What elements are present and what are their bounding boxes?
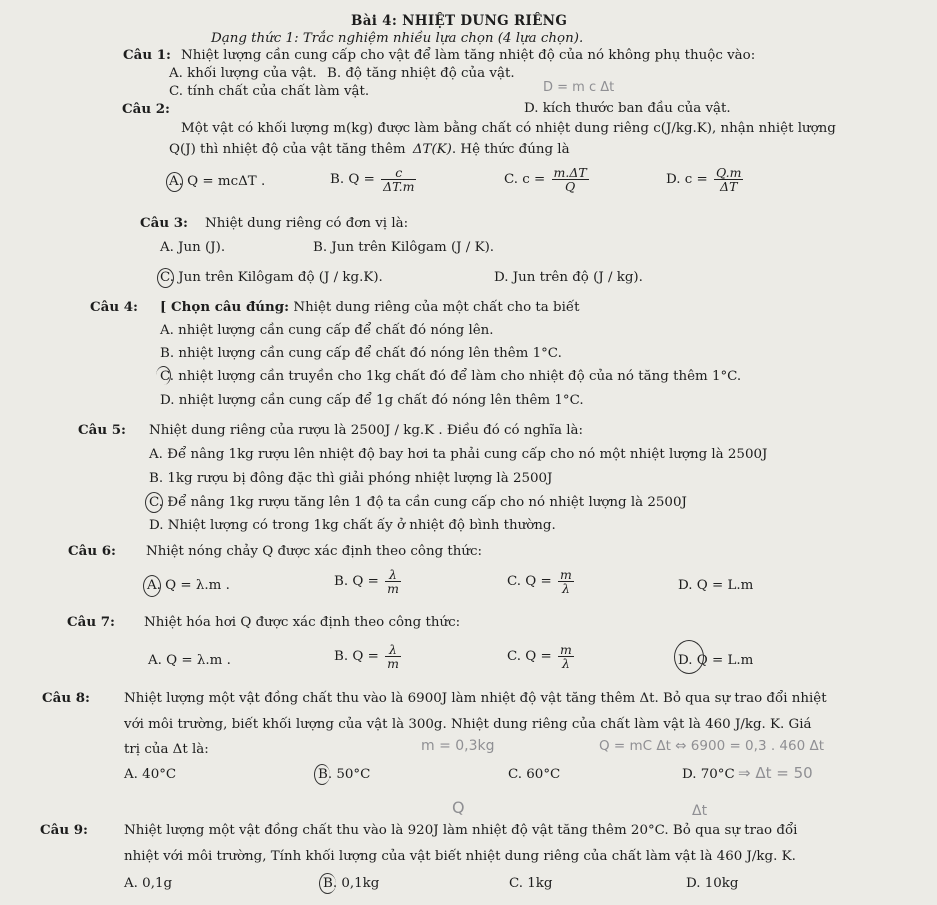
q7-label: Câu 7: [67, 614, 115, 630]
q9-label: Câu 9: [40, 822, 88, 838]
q6-label: Câu 6: [68, 543, 116, 559]
q5-text: Nhiệt dung riêng của rượu là 2500J / kg.K . Điều đó có nghĩa là: [149, 423, 583, 438]
q8-label: Câu 8: [42, 690, 90, 706]
q8-handwritten-mass: m = 0,3kg [421, 738, 495, 754]
q9-handwritten-dt: Δt [692, 803, 708, 819]
q7-option-a: A. Q = λ.m . [148, 653, 231, 668]
q8-handwritten-result: ⇒ Δt = 50 [738, 764, 813, 782]
q1-text: Nhiệt lượng cần cung cấp cho vật để làm tăng nhiệt độ của nó không phụ thuộc vào: [181, 48, 756, 63]
q7-text: Nhiệt hóa hơi Q được xác định theo công thức: [144, 615, 461, 630]
q6-option-c: C. Q = $\frac{m}{\lambda}$ [507, 567, 572, 596]
q1-option-c: C. tính chất của chất làm vật. [169, 84, 370, 99]
q2-option-c: C. c = $\frac{m.\Delta T}{Q}$ [504, 165, 587, 194]
q9-line2: nhiệt với môi trường, Tính khối lượng của vật biết nhiệt dung riêng của chất làm vật là 460 J/kg. K. [124, 849, 796, 864]
answer-mark-q9 [319, 873, 336, 894]
q5-option-b: B. 1kg rượu bị đông đặc thì giải phóng nhiệt lượng là 2500J [149, 471, 553, 486]
q6-option-d: D. Q = L.m [678, 578, 754, 593]
section-subtitle: Dạng thức 1: Trắc nghiệm nhiều lựa chọn (4 lựa chọn). [211, 31, 584, 46]
answer-circle-q6 [143, 575, 161, 597]
q7-option-d: D. Q = L.m [678, 653, 754, 668]
q8-line1: Nhiệt lượng một vật đồng chất thu vào là 6900J làm nhiệt độ vật tăng thêm Δt. Bỏ qua sự trao đổi nhiệt [124, 691, 827, 706]
q6-option-a: A. Q = λ.m . [147, 578, 230, 593]
q6-option-b: B. Q = $\frac{\lambda}{m}$ [334, 567, 399, 596]
answer-mark-q4 [156, 366, 171, 385]
q8-option-c: C. 60°C [508, 767, 561, 782]
q3-label: Câu 3: [140, 215, 188, 231]
q8-option-a: A. 40°C [124, 767, 177, 782]
q9-option-c: C. 1kg [509, 876, 553, 891]
q9-option-a: A. 0,1g [124, 876, 173, 891]
answer-circle-q5 [145, 492, 163, 513]
q1-label: Câu 1: [123, 47, 171, 63]
q4-stem: [ Chọn câu đúng: Nhiệt dung riêng của một chất cho ta biết [160, 299, 580, 315]
answer-circle-q7 [674, 640, 704, 674]
q5-option-c: C. Để nâng 1kg rượu tăng lên 1 độ ta cần cung cấp cho nó nhiệt lượng là 2500J [149, 495, 687, 510]
q3-option-a: A. Jun (J). [160, 240, 226, 255]
q6-text: Nhiệt nóng chảy Q được xác định theo công thức: [146, 544, 483, 559]
q2-line1: Một vật có khối lượng m(kg) được làm bằng chất có nhiệt dung riêng c(J/kg.K), nhận nhiệt lượng [181, 121, 836, 136]
q5-label: Câu 5: [78, 422, 126, 438]
answer-mark-q8 [314, 764, 330, 785]
q8-line3: trị của Δt là: [124, 742, 209, 757]
q4-option-d: D. nhiệt lượng cần cung cấp để 1g chất đó nóng lên thêm 1°C. [160, 393, 584, 408]
q5-option-d: D. Nhiệt lượng có trong 1kg chất ấy ở nhiệt độ bình thường. [149, 518, 556, 533]
q8-line2: với môi trường, biết khối lượng của vật là 300g. Nhiệt dung riêng của chất làm vật là 460 J/kg. K. Giá [124, 717, 812, 732]
q1-option-d: D. kích thước ban đầu của vật. [524, 101, 731, 116]
q4-label: Câu 4: [90, 299, 138, 315]
q2-option-a: A. Q = mcΔT . [169, 174, 266, 189]
answer-circle-q3 [157, 268, 174, 288]
q1-option-a: A. khối lượng của vật. [169, 66, 317, 81]
q8-option-d: D. 70°C [682, 767, 735, 782]
q4-option-a: A. nhiệt lượng cần cung cấp để chất đó nóng lên. [160, 323, 494, 338]
q3-option-c: C. Jun trên Kilôgam độ (J / kg.K). [160, 270, 383, 285]
q5-option-a: A. Để nâng 1kg rượu lên nhiệt độ bay hơi ta phải cung cấp cho nó một nhiệt lượng là 2500J [149, 447, 768, 462]
q4-option-b: B. nhiệt lượng cần cung cấp để chất đó nóng lên thêm 1°C. [160, 346, 562, 361]
q8-option-b: B. 50°C [318, 767, 371, 782]
q9-option-b: B. 0,1kg [323, 876, 380, 891]
q3-text: Nhiệt dung riêng có đơn vị là: [205, 216, 409, 231]
q9-handwritten-q: Q [452, 798, 465, 817]
q7-option-b: B. Q = $\frac{\lambda}{m}$ [334, 642, 399, 671]
q1-handwritten-note: D = m c Δt [543, 80, 615, 95]
answer-circle-q2 [166, 172, 183, 192]
q3-option-d: D. Jun trên độ (J / kg). [494, 270, 643, 285]
q4-option-c: C. nhiệt lượng cần truyền cho 1kg chất đó để làm cho nhiệt độ của nó tăng thêm 1°C. [160, 369, 742, 384]
q3-option-b: B. Jun trên Kilôgam (J / K). [313, 240, 495, 255]
q2-option-d: D. c = $\frac{Q.m}{\Delta T}$ [666, 165, 742, 194]
q9-option-d: D. 10kg [686, 876, 739, 891]
q8-handwritten-equation: Q = mC Δt ⇔ 6900 = 0,3 . 460 Δt [599, 738, 824, 754]
q2-label: Câu 2: [122, 101, 170, 117]
q9-line1: Nhiệt lượng một vật đồng chất thu vào là 920J làm nhiệt độ vật tăng thêm 20°C. Bỏ qua sự trao đổi [124, 823, 798, 838]
page-title: Bài 4: NHIỆT DUNG RIÊNG [351, 13, 568, 29]
q1-option-b: B. độ tăng nhiệt độ của vật. [327, 66, 515, 81]
q7-option-c: C. Q = $\frac{m}{\lambda}$ [507, 642, 572, 671]
q2-option-b: B. Q = $\frac{c}{\Delta T.m}$ [330, 165, 415, 194]
q2-line2: Q(J) thì nhiệt độ của vật tăng thêm ΔT(K). Hệ thức đúng là [169, 142, 570, 157]
